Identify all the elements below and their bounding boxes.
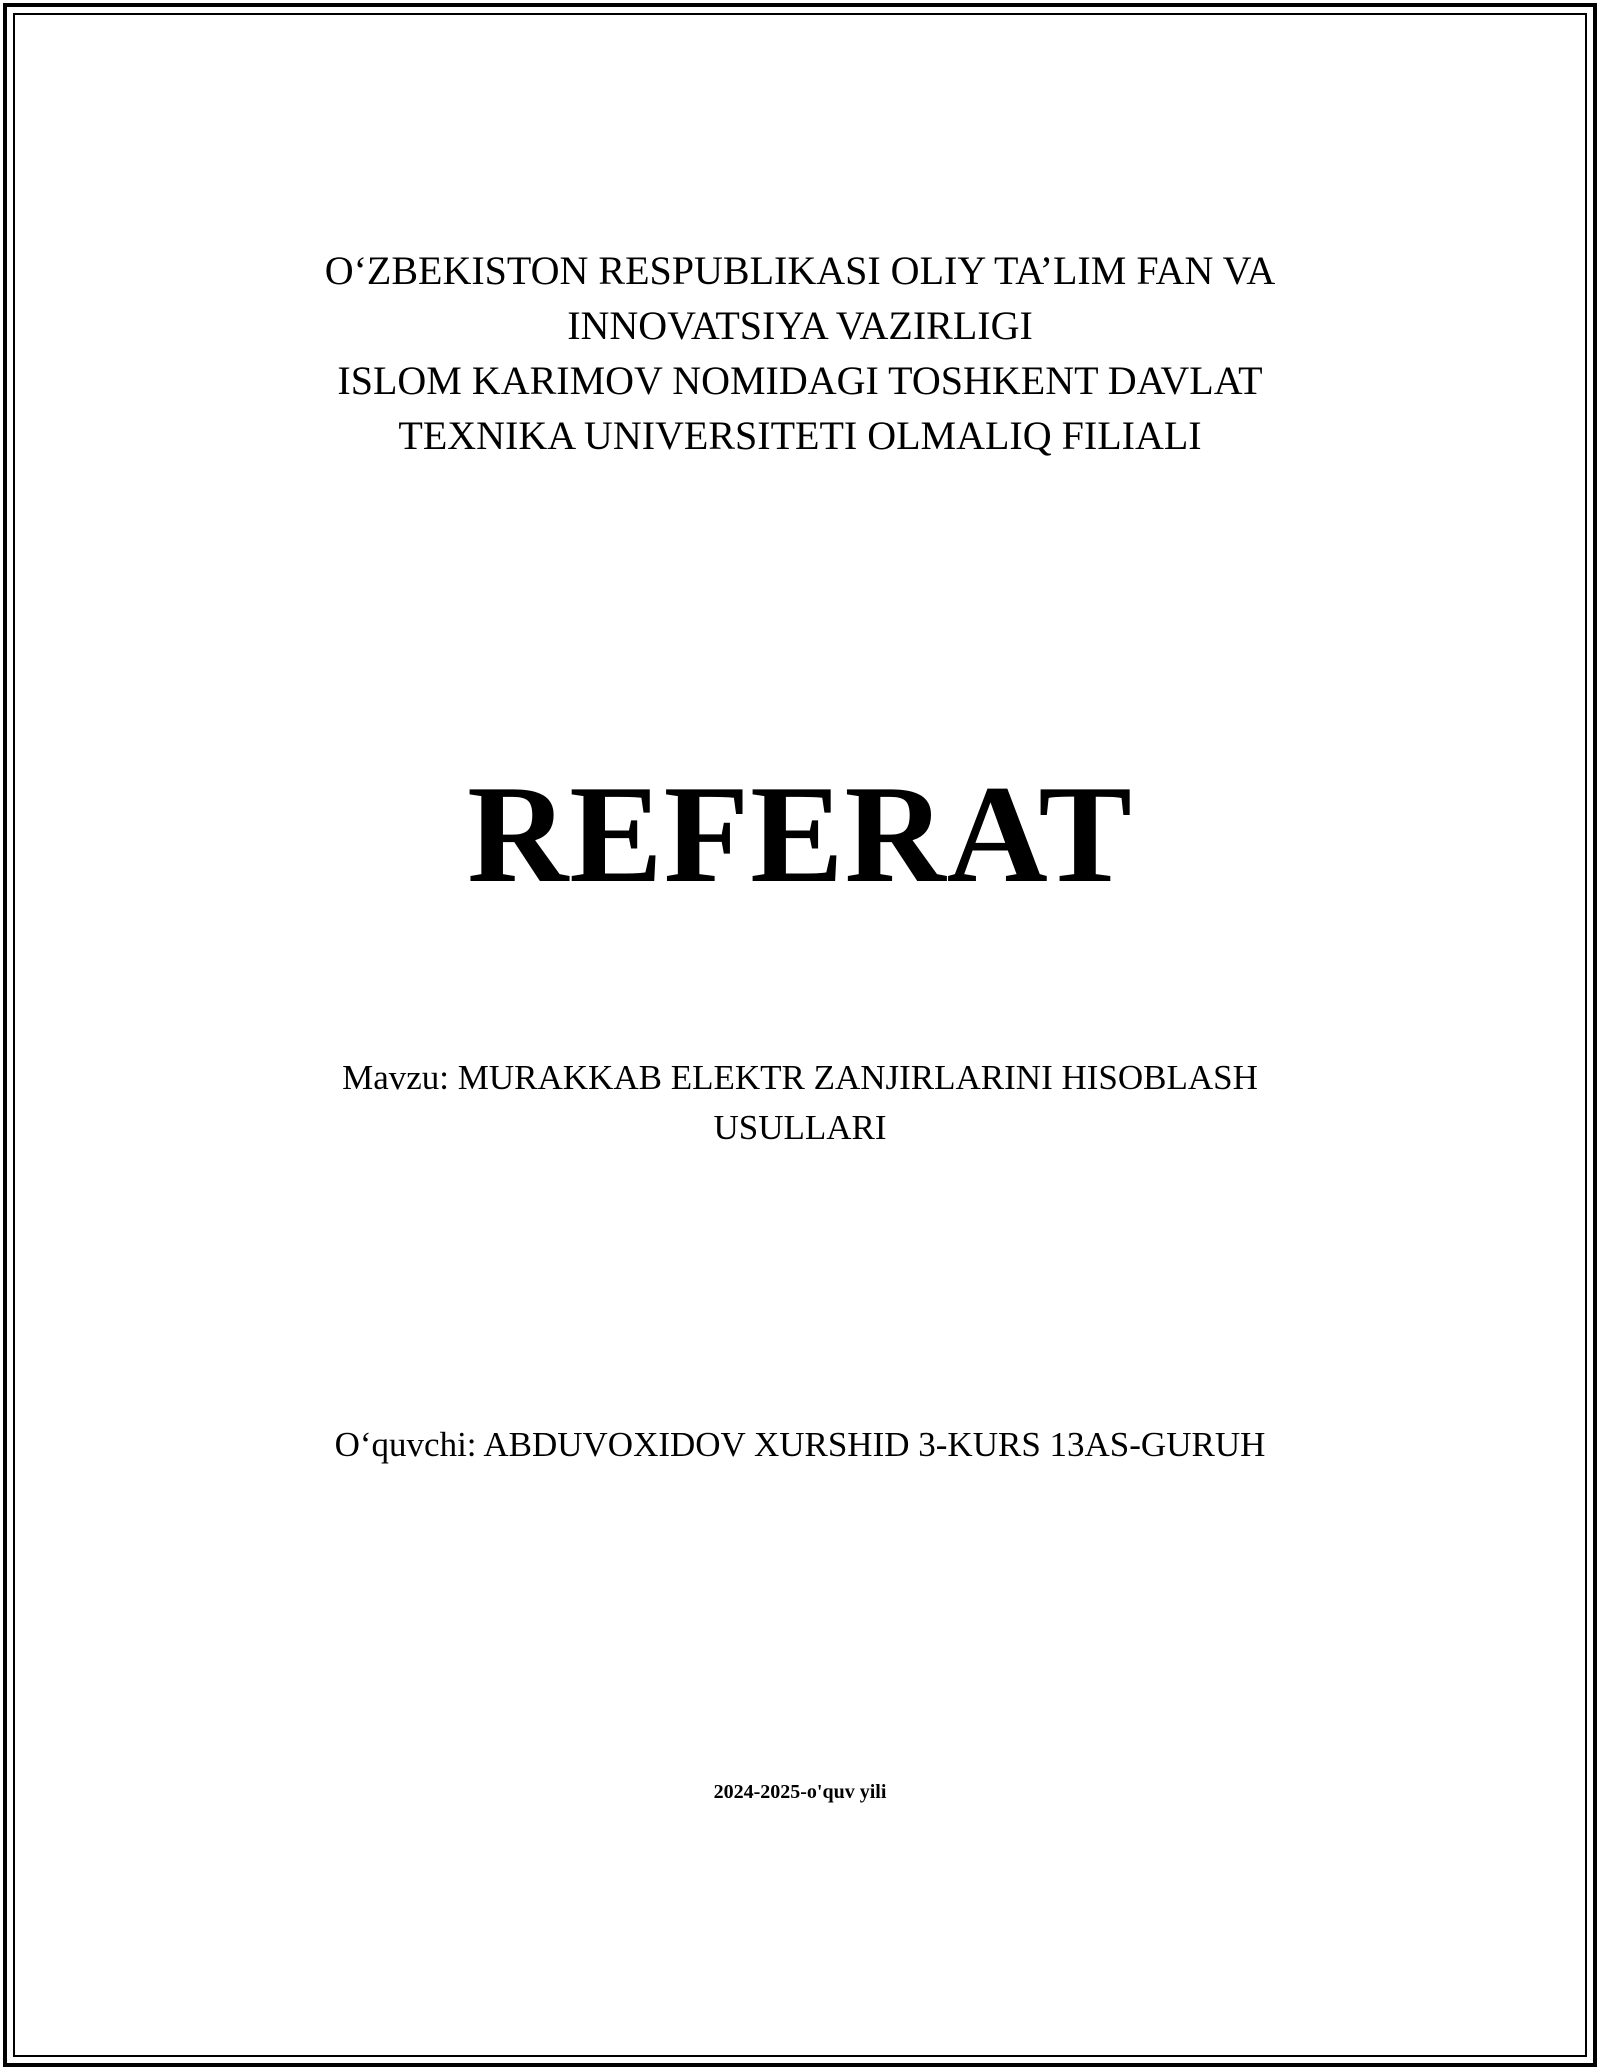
header-line-1: O‘ZBEKISTON RESPUBLIKASI OLIY TA’LIM FAN VA (324, 248, 1276, 293)
academic-year: 2024-2025-o'quv yili (713, 1781, 887, 1803)
topic (0, 1053, 1600, 1153)
student-info: O‘quvchi: ABDUVOXIDOV XURSHID 3-KURS 13AS-GURUH (334, 1425, 1266, 1464)
document-title: REFERAT (467, 757, 1133, 912)
institution-header (0, 243, 1600, 463)
topic-line-1: Mavzu: MURAKKAB ELEKTR ZANJIRLARINI HISOBLASH (342, 1058, 1258, 1097)
topic-line-2: USULLARI (713, 1108, 887, 1147)
header-line-4: TEXNIKA UNIVERSITETI OLMALIQ FILIALI (398, 413, 1202, 458)
header-line-3: ISLOM KARIMOV NOMIDAGI TOSHKENT DAVLAT (337, 358, 1263, 403)
header-line-2: INNOVATSIYA VAZIRLIGI (567, 303, 1033, 348)
